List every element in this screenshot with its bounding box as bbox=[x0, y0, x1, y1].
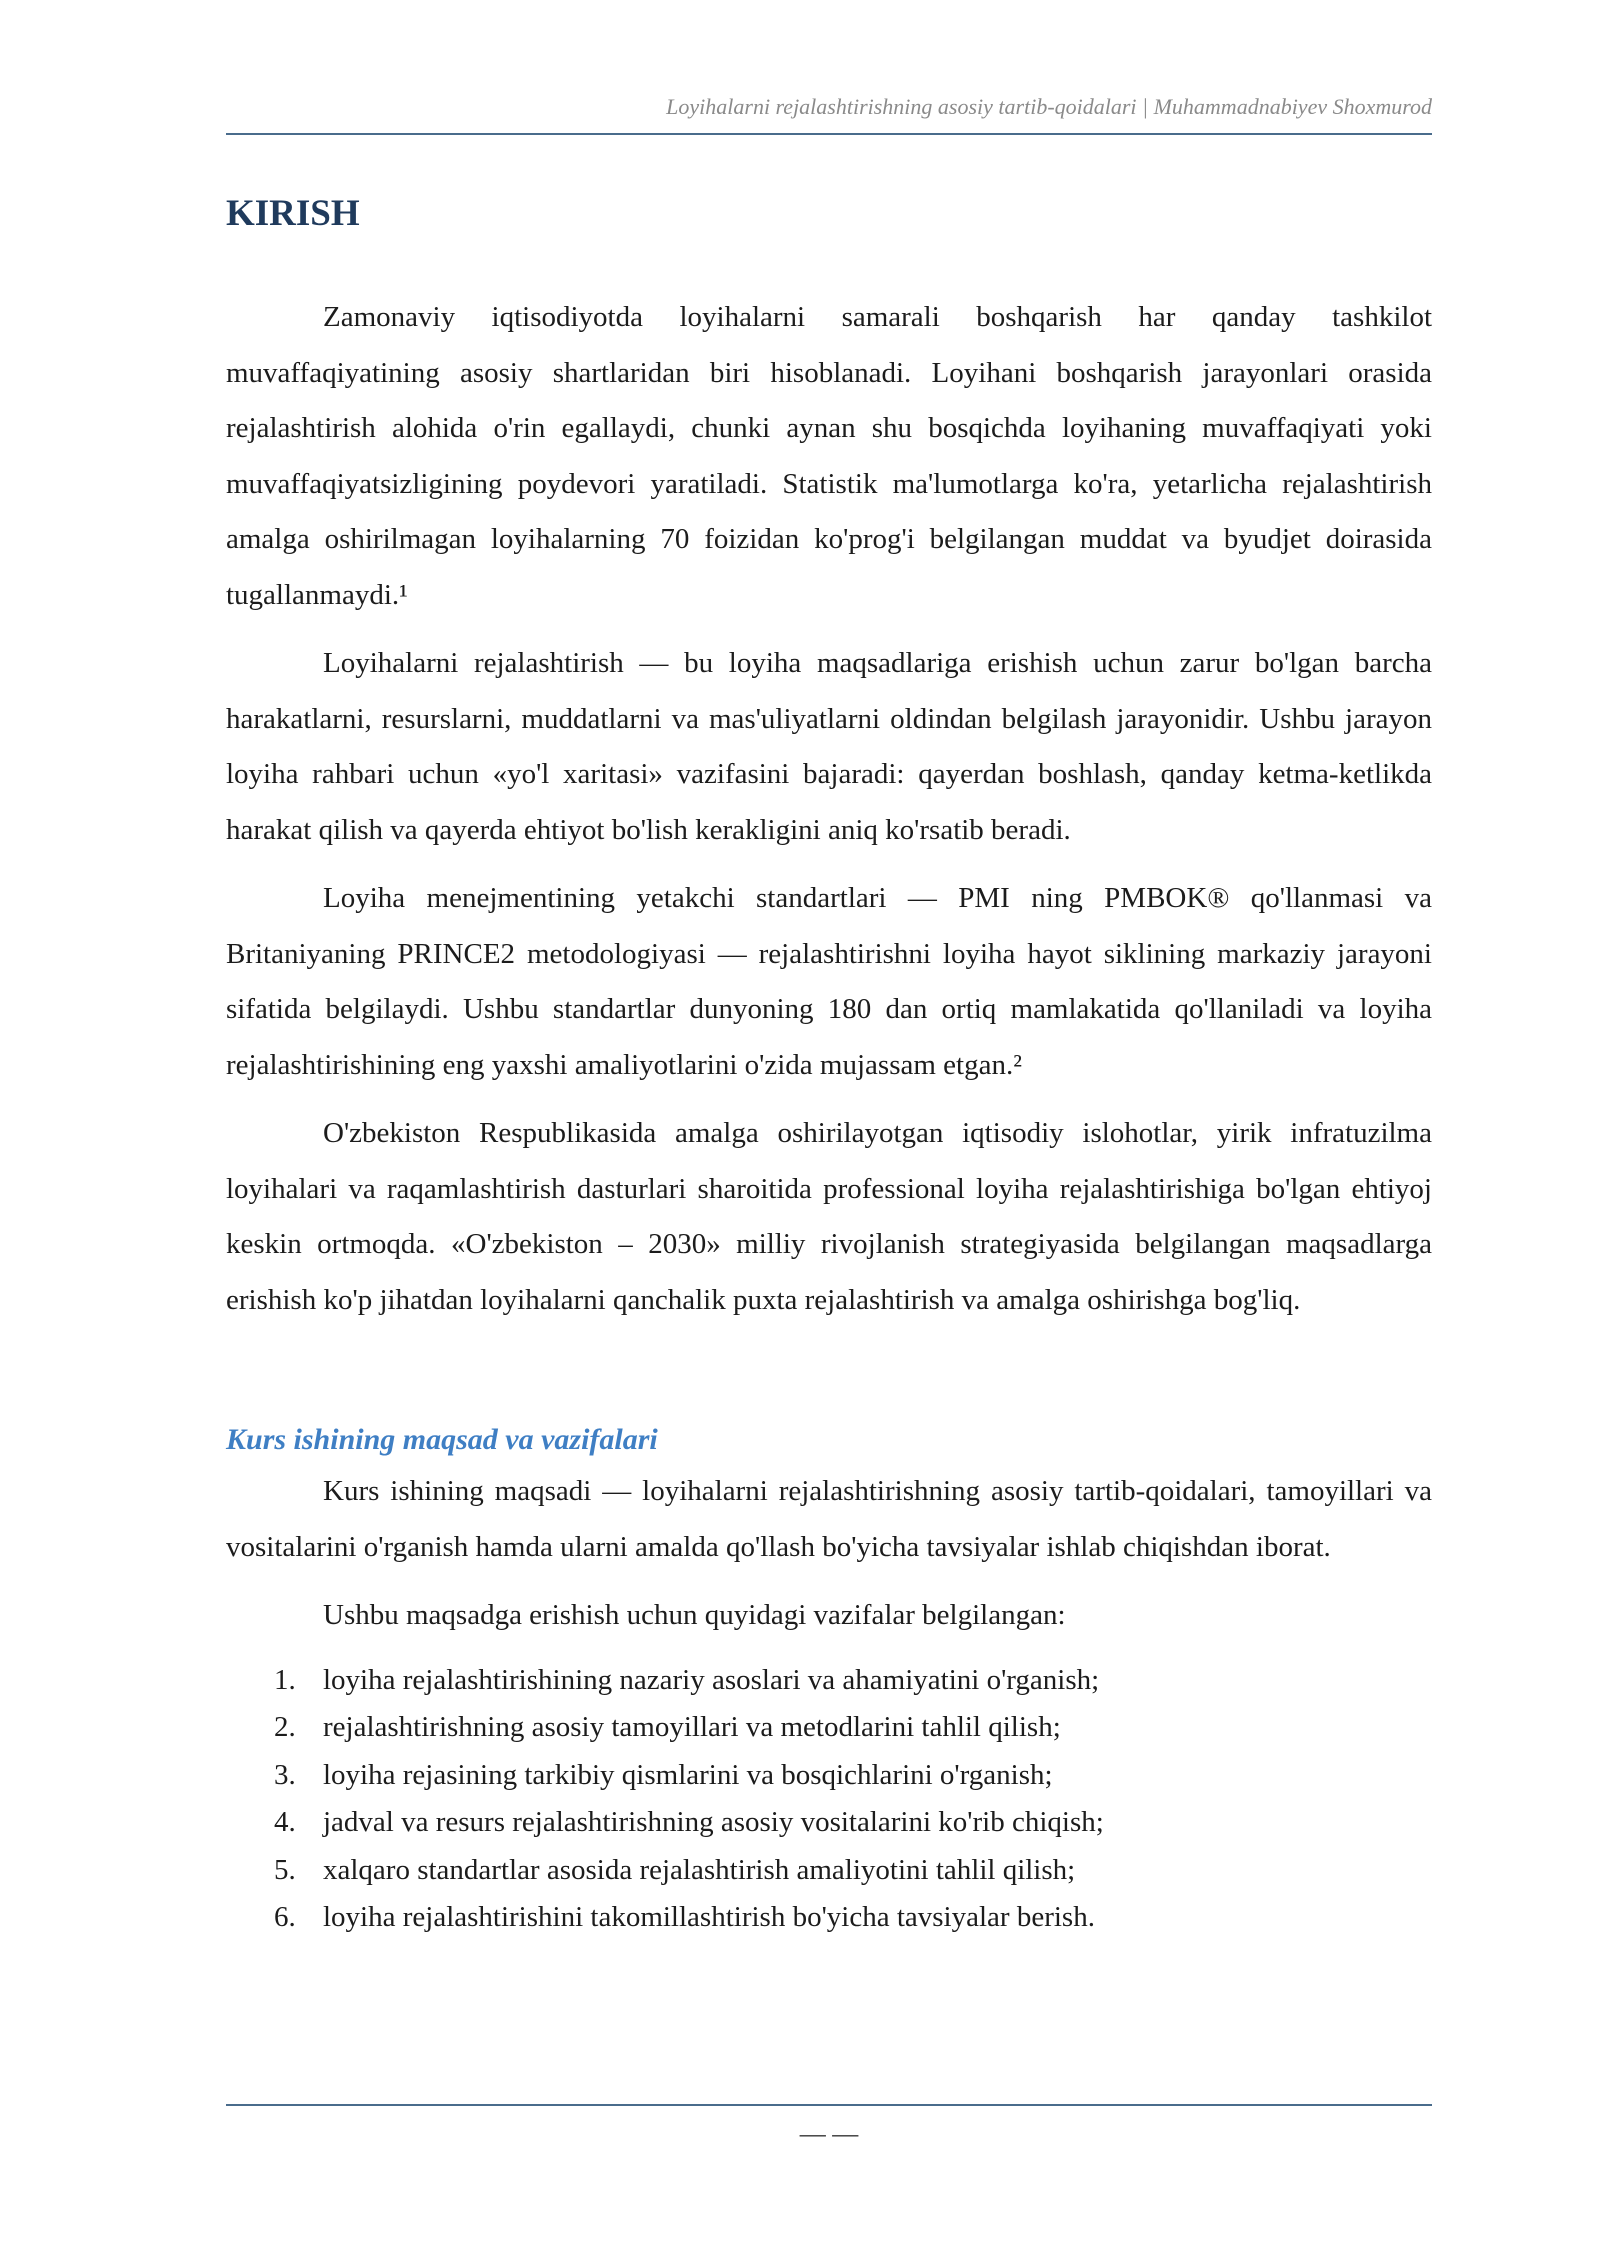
intro-paragraph-4: O'zbekiston Respublikasida amalga oshirilayotgan iqtisodiy islohotlar, yirik infratuzilma loyihalari va raqamlashtirish dasturlari sharoitida professional loyiha rejalashtirishiga bo'lgan ehtiyoj keskin ortmoqda. «O'zbekiston – 2030» milliy rivojlanish strategiyasida belgilangan maqsadlarga erishish ko'p jihatdan loyihalarni qanchalik puxta rejalashtirish va amalga oshirishga bog'liq. bbox=[226, 1117, 1432, 1316]
list-item-text: loyiha rejalashtirishining nazariy asoslari va ahamiyatini o'rganish; bbox=[323, 1663, 1100, 1696]
list-item bbox=[226, 1894, 1432, 1942]
list-item bbox=[226, 1847, 1432, 1895]
intro-paragraph-3: Loyiha menejmentining yetakchi standartlari — PMI ning PMBOK® qo'llanmasi va Britaniyaning PRINCE2 metodologiyasi — rejalashtirishni loyiha hayot siklining markaziy jarayoni sifatida belgilaydi. Ushbu standartlar dunyoning 180 dan ortiq mamlakatida qo'llaniladi va loyiha rejalashtirishining eng yaxshi amaliyotlarini o'zida mujassam etgan.² bbox=[226, 882, 1432, 1081]
list-item-number: 3. bbox=[274, 1758, 296, 1791]
list-item-text: loyiha rejasining tarkibiy qismlarini va bosqichlarini o'rganish; bbox=[323, 1758, 1053, 1791]
tasks-intro-paragraph: Ushbu maqsadga erishish uchun quyidagi vazifalar belgilangan: bbox=[323, 1599, 1066, 1631]
page-number: — — bbox=[799, 2119, 859, 2148]
list-item-number: 4. bbox=[274, 1806, 296, 1839]
list-item-text: rejalashtirishning asosiy tamoyillari va metodlarini tahlil qilish; bbox=[323, 1711, 1061, 1744]
header-rule bbox=[226, 133, 1432, 135]
intro-paragraph-1: Zamonaviy iqtisodiyotda loyihalarni samarali boshqarish har qanday tashkilot muvaffaqiyatining asosiy shartlaridan biri hisoblanadi. Loyihani boshqarish jarayonlari orasida rejalashtirish alohida o'rin egallaydi, chunki aynan shu bosqichda loyihaning muvaffaqiyati yoki muvaffaqiyatsizligining poydevori yaratiladi. Statistik ma'lumotlarga ko'ra, yetarlicha rejalashtirish amalga oshirilmagan loyihalarning 70 foizidan ko'prog'i belgilangan muddat va byudjet doirasida tugallanmaydi.¹ bbox=[226, 301, 1432, 611]
list-item bbox=[226, 1752, 1432, 1800]
list-item-number: 5. bbox=[274, 1853, 296, 1886]
page-content bbox=[226, 188, 1432, 1942]
list-item bbox=[226, 1657, 1432, 1705]
list-item-text: jadval va resurs rejalashtirishning asosiy vositalarini ko'rib chiqish; bbox=[323, 1806, 1104, 1839]
goal-paragraph: Kurs ishining maqsadi — loyihalarni rejalashtirishning asosiy tartib-qoidalari, tamoyillari va vositalarini o'rganish hamda ularni amalda qo'llash bo'yicha tavsiyalar ishlab chiqishdan iborat. bbox=[226, 1475, 1432, 1563]
list-item-number: 2. bbox=[274, 1711, 296, 1744]
subsection-title: Kurs ishining maqsad va vazifalari bbox=[226, 1423, 658, 1456]
list-item bbox=[226, 1704, 1432, 1752]
running-header: Loyihalarni rejalashtirishning asosiy tartib-qoidalari | Muhammadnabiyev Shoxmurod bbox=[666, 94, 1432, 119]
footer-rule bbox=[226, 2104, 1432, 2106]
list-item-text: xalqaro standartlar asosida rejalashtirish amaliyotini tahlil qilish; bbox=[323, 1853, 1076, 1886]
list-item-number: 6. bbox=[274, 1901, 296, 1934]
intro-paragraph-2: Loyihalarni rejalashtirish — bu loyiha maqsadlariga erishish uchun zarur bo'lgan barcha harakatlarni, resurslarni, muddatlarni va mas'uliyatlarni oldindan belgilash jarayonidir. Ushbu jarayon loyiha rahbari uchun «yo'l xaritasi» vazifasini bajaradi: qayerdan boshlash, qanday ketma-ketlikda harakat qilish va qayerda ehtiyot bo'lish kerakligini aniq ko'rsatib beradi. bbox=[226, 647, 1432, 846]
section-title: KIRISH bbox=[226, 193, 360, 234]
list-item bbox=[226, 1799, 1432, 1847]
list-item-text: loyiha rejalashtirishini takomillashtirish bo'yicha tavsiyalar berish. bbox=[323, 1901, 1095, 1934]
list-item-number: 1. bbox=[274, 1663, 296, 1696]
task-list bbox=[226, 1657, 1432, 1943]
